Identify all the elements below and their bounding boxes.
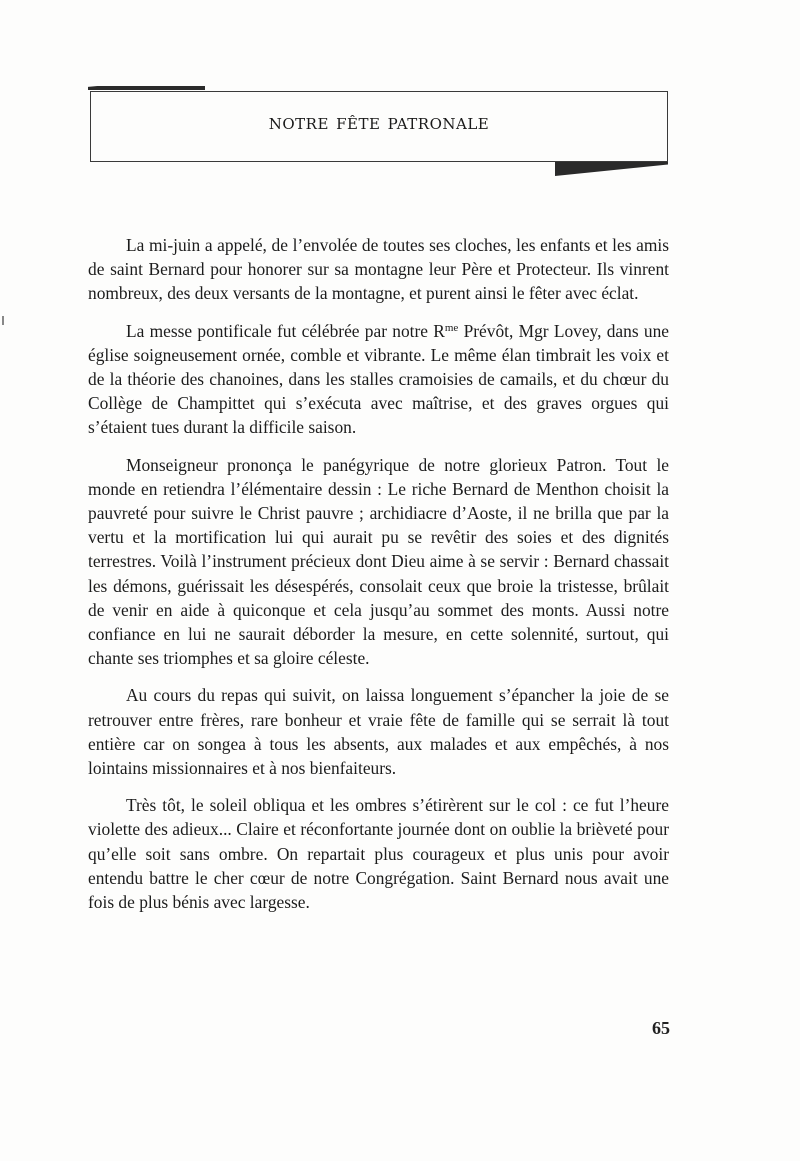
- superscript-me: me: [444, 321, 459, 334]
- title-ornament-top: [88, 76, 205, 90]
- article-body: [88, 233, 669, 927]
- page-title: notre fête patronale: [268, 110, 490, 134]
- paragraph-5: Très tôt, le soleil obliqua et les ombres s’étirèrent sur le col : ce fut l’heure violette des adieux... Claire et réconfortante journée dont on oublie la brièveté pour qu’elle soit sans ombre. On repartait plus courageux et plus unis pour avoir entendu battre le cher cœur de notre Congrégation. Saint Bernard nous avait une fois de plus bénis avec largesse.: [88, 795, 669, 913]
- paragraph-3: Monseigneur prononça le panégyrique de notre glorieux Patron. Tout le monde en retiendra l’élémentaire dessin : Le riche Bernard de Menthon choisit la pauvreté pour suivre le Christ pauvre ; archidiacre d’Aoste, il ne brilla que par la vertu et la mortification lui qui aurait pu se revêtir des soies et des dignités terrestres. Voilà l’instrument précieux dont Dieu aime à se servir : Bernard chassait les démons, guérissait les désespérés, consolait ceux que broie la tristesse, brûlait de venir en aide à quiconque et cela jusqu’au sommet des monts. Aussi notre confiance en lui ne saurait déborder la mesure, en cette solennité, surtout, qui chante ses triomphes et sa gloire céleste.: [88, 454, 669, 669]
- scan-edge-mark: [2, 316, 4, 325]
- paragraph-2-rest: Prévôt, Mgr Lovey, dans une église soigneusement ornée, comble et vibrante. Le même élan timbrait les voix et de la théorie des chanoines, dans les stalles cramoisies de camails, et du chœur du Collège de Champittet qui s’exécuta avec maîtrise, et des graves orgues qui s’étaient tues durant la difficile saison.: [88, 320, 669, 438]
- paragraph-2: [88, 319, 669, 440]
- paragraph-4: Au cours du repas qui suivit, on laissa longuement s’épancher la joie de se retrouver entre frères, rare bonheur et vraie fête de famille qui se serrait là tout entière car on songea à tous les absents, aux malades et aux empêchés, à nos lointains missionnaires et à nos bienfaiteurs.: [88, 685, 669, 779]
- paragraph-1: La mi-juin a appelé, de l’envolée de toutes ses cloches, les enfants et les amis de saint Bernard pour honorer sur sa montagne leur Père et Protecteur. Ils vinrent nombreux, des deux versants de la montagne, et purent ainsi le fêter avec éclat.: [88, 235, 669, 304]
- page-number: 65: [652, 1018, 670, 1038]
- title-ornament-bottom: [555, 162, 668, 176]
- paragraph-2-start: La messe pontificale fut célébrée par notre R: [126, 320, 445, 341]
